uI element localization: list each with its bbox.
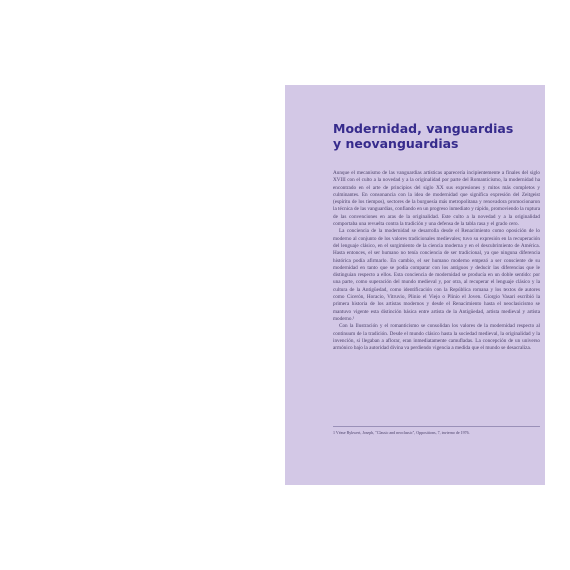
title-line-2: y neovanguardias xyxy=(333,136,459,151)
paragraph-2: La conciencia de la modernidad se desarrolla desde el Renacimiento como oposición de lo moderno al conjunto de los valores tradicionales medievales; tuvo su expresión en la recuperación del lenguaje clásico, en el surgimiento de la ciencia moderna y en el descubrimiento de América. Hasta entonces, el ser humano no tenía conciencia de ser tradicional, ya que ninguna diferencia histórica podía afirmarlo. En cambio, el ser humano moderno empezó a ser consciente de su modernidad en tanto que se podía comparar con los antiguos y deducir las diferencias que le distinguían respecto a ellos. Esta conciencia de modernidad se producía en un doble sentido: por una parte, como superación del mundo medieval y, por otra, al recuperar el lenguaje clásico y la cultura de la Antigüedad, como identificación con la República romana y los textos de autores como Cicerón, Horacio, Vitruvio, Plinio el Viejo o Plinio el Joven. Giorgio Vasari escribió la primera historia de los artistas modernos y desde el Renacimiento hasta el neoclasicismo se mantuvo vigente esta distinción básica entre artista de la Antigüedad, artista medieval y artista moderno.¹ xyxy=(333,228,540,322)
footnote: 1 Véase Rykwert, Joseph, "Classic and neoclassic", Oppositions, 7, invierno de 1976. xyxy=(333,430,470,435)
paragraph-3: Con la Ilustración y el romanticismo se consolidan los valores de la modernidad respecto al continuum de la tradición. Desde el mundo clásico hasta la sociedad medieval, la originalidad y la invención, si llegaban a aflorar, eran inmediatamente camufladas. La concepción de un universo armónico bajo la autoridad divina va perdiendo vigencia a medida que el mundo se desacraliza. xyxy=(333,323,540,352)
footnote-divider xyxy=(333,426,540,427)
book-page xyxy=(285,85,545,485)
paragraph-1: Aunque el mecanismo de las vanguardias artísticas aparecería incipientemente a finales del siglo XVIII con el culto a la novedad y a la originalidad por parte del Romanticismo, la modernidad ha encontrado en el arte de principios del siglo XX sus expresiones y mitos más completos y culminantes. En consonancia con la idea de modernidad que significa expresión del Zeitgeist (espíritu de los tiempos), sectores de la burguesía más metropolitana y renovadora promocionaron la técnica de las vanguardias, confiando en un progreso inmediato y rápido, promoviendo la ruptura de las convenciones en aras de la originalidad. Este culto a la novedad y a la originalidad comportaba una revuelta contra la tradición y una defensa de la tabla rasa y el grado cero. xyxy=(333,170,540,228)
title-line-1: Modernidad, vanguardias xyxy=(333,121,514,136)
page-title xyxy=(333,121,533,151)
body-text xyxy=(333,170,540,352)
